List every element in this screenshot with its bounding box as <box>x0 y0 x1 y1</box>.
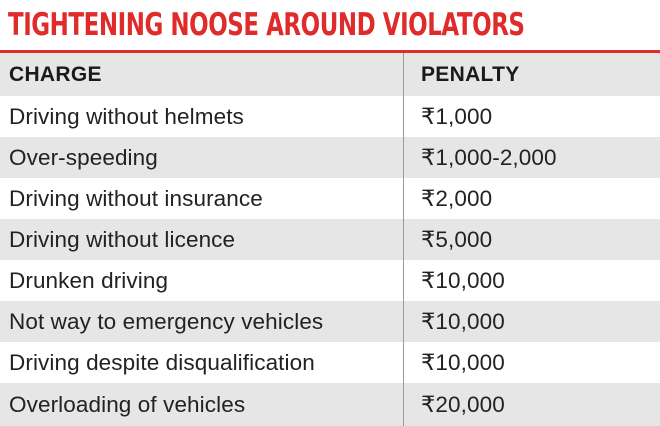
penalty-cell: ₹1,000-2,000 <box>421 144 557 170</box>
table-row <box>0 301 660 342</box>
charge-cell: Driving without insurance <box>9 185 263 211</box>
charge-cell: Over-speeding <box>9 144 158 170</box>
header-penalty: PENALTY <box>421 62 520 86</box>
penalty-cell: ₹1,000 <box>421 103 493 129</box>
charge-cell: Not way to emergency vehicles <box>9 308 324 334</box>
penalty-cell: ₹20,000 <box>421 391 505 417</box>
table-row <box>0 383 660 426</box>
header-charge: CHARGE <box>9 62 102 86</box>
table-row <box>0 219 660 260</box>
penalty-cell: ₹2,000 <box>421 185 493 211</box>
page-title: TIGHTENING NOOSE AROUND VIOLATORS <box>8 7 525 43</box>
penalty-cell: ₹10,000 <box>421 267 505 293</box>
charge-cell: Drunken driving <box>9 267 169 293</box>
charge-cell: Driving without licence <box>9 226 236 252</box>
penalty-cell: ₹10,000 <box>421 308 505 334</box>
table-row <box>0 178 660 219</box>
charge-cell: Driving without helmets <box>9 103 244 129</box>
penalty-cell: ₹10,000 <box>421 349 505 375</box>
charge-cell: Driving despite disqualification <box>9 349 315 375</box>
charge-cell: Overloading of vehicles <box>9 391 246 417</box>
table-header-row <box>0 53 660 96</box>
table-row <box>0 137 660 178</box>
table-row <box>0 96 660 137</box>
penalty-cell: ₹5,000 <box>421 226 493 252</box>
column-divider <box>403 53 404 426</box>
table-row <box>0 260 660 301</box>
table-row <box>0 342 660 383</box>
